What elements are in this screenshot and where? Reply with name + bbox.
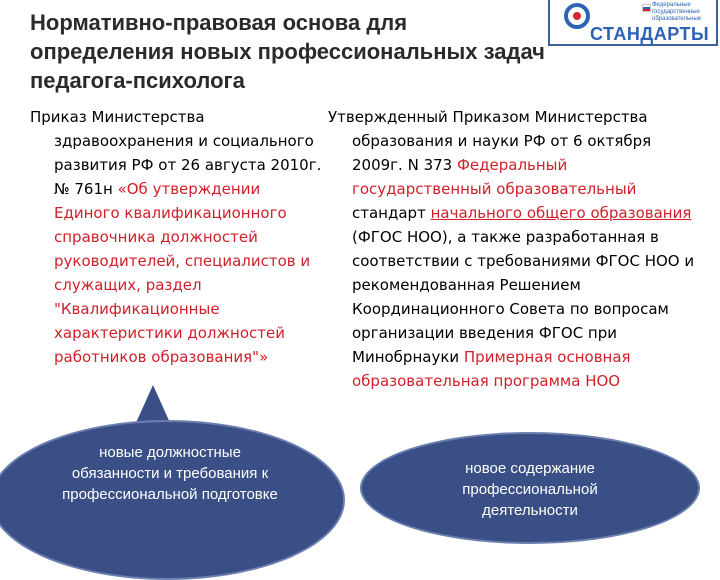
logo-emblem-icon — [564, 3, 590, 29]
russian-flag-icon — [642, 4, 651, 12]
logo-brand: СТАНДАРТЫ — [590, 24, 710, 44]
right-column — [328, 105, 698, 393]
fgos-link-1[interactable]: Федеральный государственный образовательный — [352, 156, 637, 198]
order-title: «Об утверждении Единого квалификационного справочника должностей руководителей, специалистов и служащих, раздел "Квалификационные характеристики должностей работников образования"» — [54, 180, 311, 366]
right-column-text: Утвержденный Приказом Министерства образования и науки РФ от 6 октября 2009г. N 373 Федеральный государственный образовательный стандарт начального общего образования (ФГОС НОО), а также разработанная в соответствии с требованиями ФГОС НОО и рекомендованная Решением Координационного Совета по вопросам организации введения ФГОС при Минобрнауки Примерная основная образовательная программа НОО — [328, 108, 695, 390]
logo-caption: Федеральные государственные образовательные — [652, 2, 702, 22]
right-ellipse-text: новое содержание профессиональной деятельности — [462, 460, 598, 519]
left-ellipse-text: новые должностные обязанности и требования к профессиональной подготовке — [62, 444, 278, 503]
left-column — [30, 105, 330, 369]
slide-title: Нормативно-правовая основа для определения новых профессиональных задач педагога-психолога — [30, 10, 545, 93]
left-column-text: Приказ Министерства здравоохранения и социального развития РФ от 26 августа 2010г. № 761н «Об утверждении Единого квалификационного справочника должностей руководителей, специалистов и служащих, раздел "Квалификационные характеристики должностей работников образования"» — [30, 108, 322, 366]
fgos-link-2[interactable]: начального общего образования — [430, 204, 692, 222]
program-link[interactable]: Примерная основная образовательная программа НОО — [352, 348, 631, 390]
fgos-logo — [548, 0, 718, 46]
callout-pointer — [135, 385, 171, 425]
